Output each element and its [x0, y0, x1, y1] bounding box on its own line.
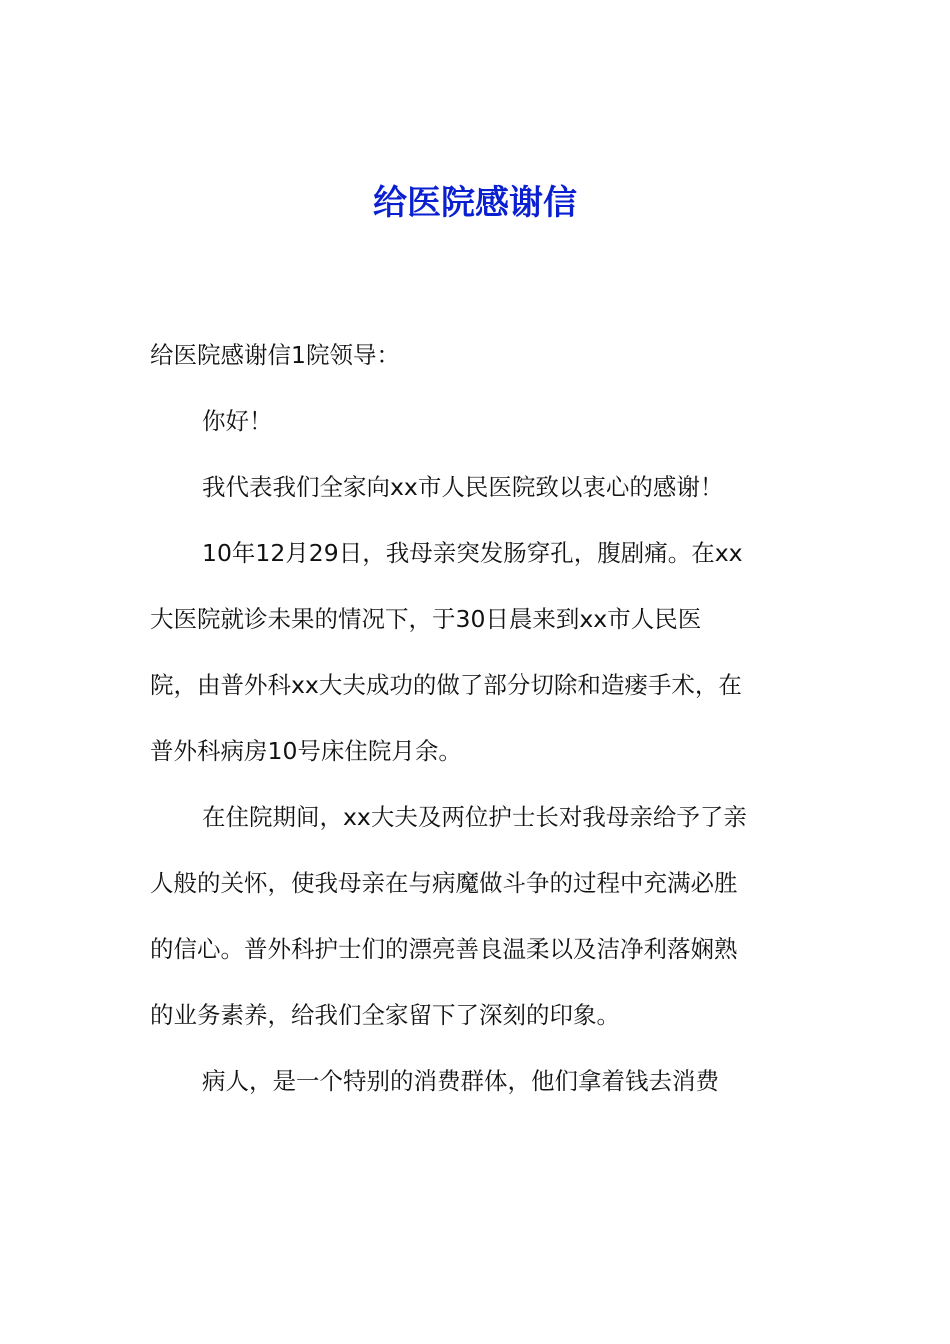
paragraph-line: 普外科病房10号床住院月余。 — [150, 737, 462, 765]
greeting-line: 你好！ — [202, 407, 273, 435]
document-title: 给医院感谢信 — [373, 183, 577, 223]
letter-body — [150, 322, 800, 1114]
paragraph-line: 人般的关怀，使我母亲在与病魔做斗争的过程中充满必胜 — [150, 869, 738, 897]
paragraph-line: 我代表我们全家向xx市人民医院致以衷心的感谢！ — [202, 473, 724, 501]
paragraph-line: 的业务素养，给我们全家留下了深刻的印象。 — [150, 1001, 620, 1029]
paragraph-line: 在住院期间，xx大夫及两位护士长对我母亲给予了亲 — [202, 803, 747, 831]
paragraph-line: 10年12月29日，我母亲突发肠穿孔，腹剧痛。在xx — [202, 539, 743, 567]
paragraph-line: 大医院就诊未果的情况下，于30日晨来到xx市人民医 — [150, 605, 702, 633]
paragraph-line: 院，由普外科xx大夫成功的做了部分切除和造瘘手术，在 — [150, 671, 742, 699]
paragraph-line: 的信心。普外科护士们的漂亮善良温柔以及洁净利落娴熟 — [150, 935, 738, 963]
paragraph-line: 病人，是一个特别的消费群体，他们拿着钱去消费 — [202, 1067, 719, 1095]
salutation-line: 给医院感谢信1院领导： — [150, 341, 400, 369]
